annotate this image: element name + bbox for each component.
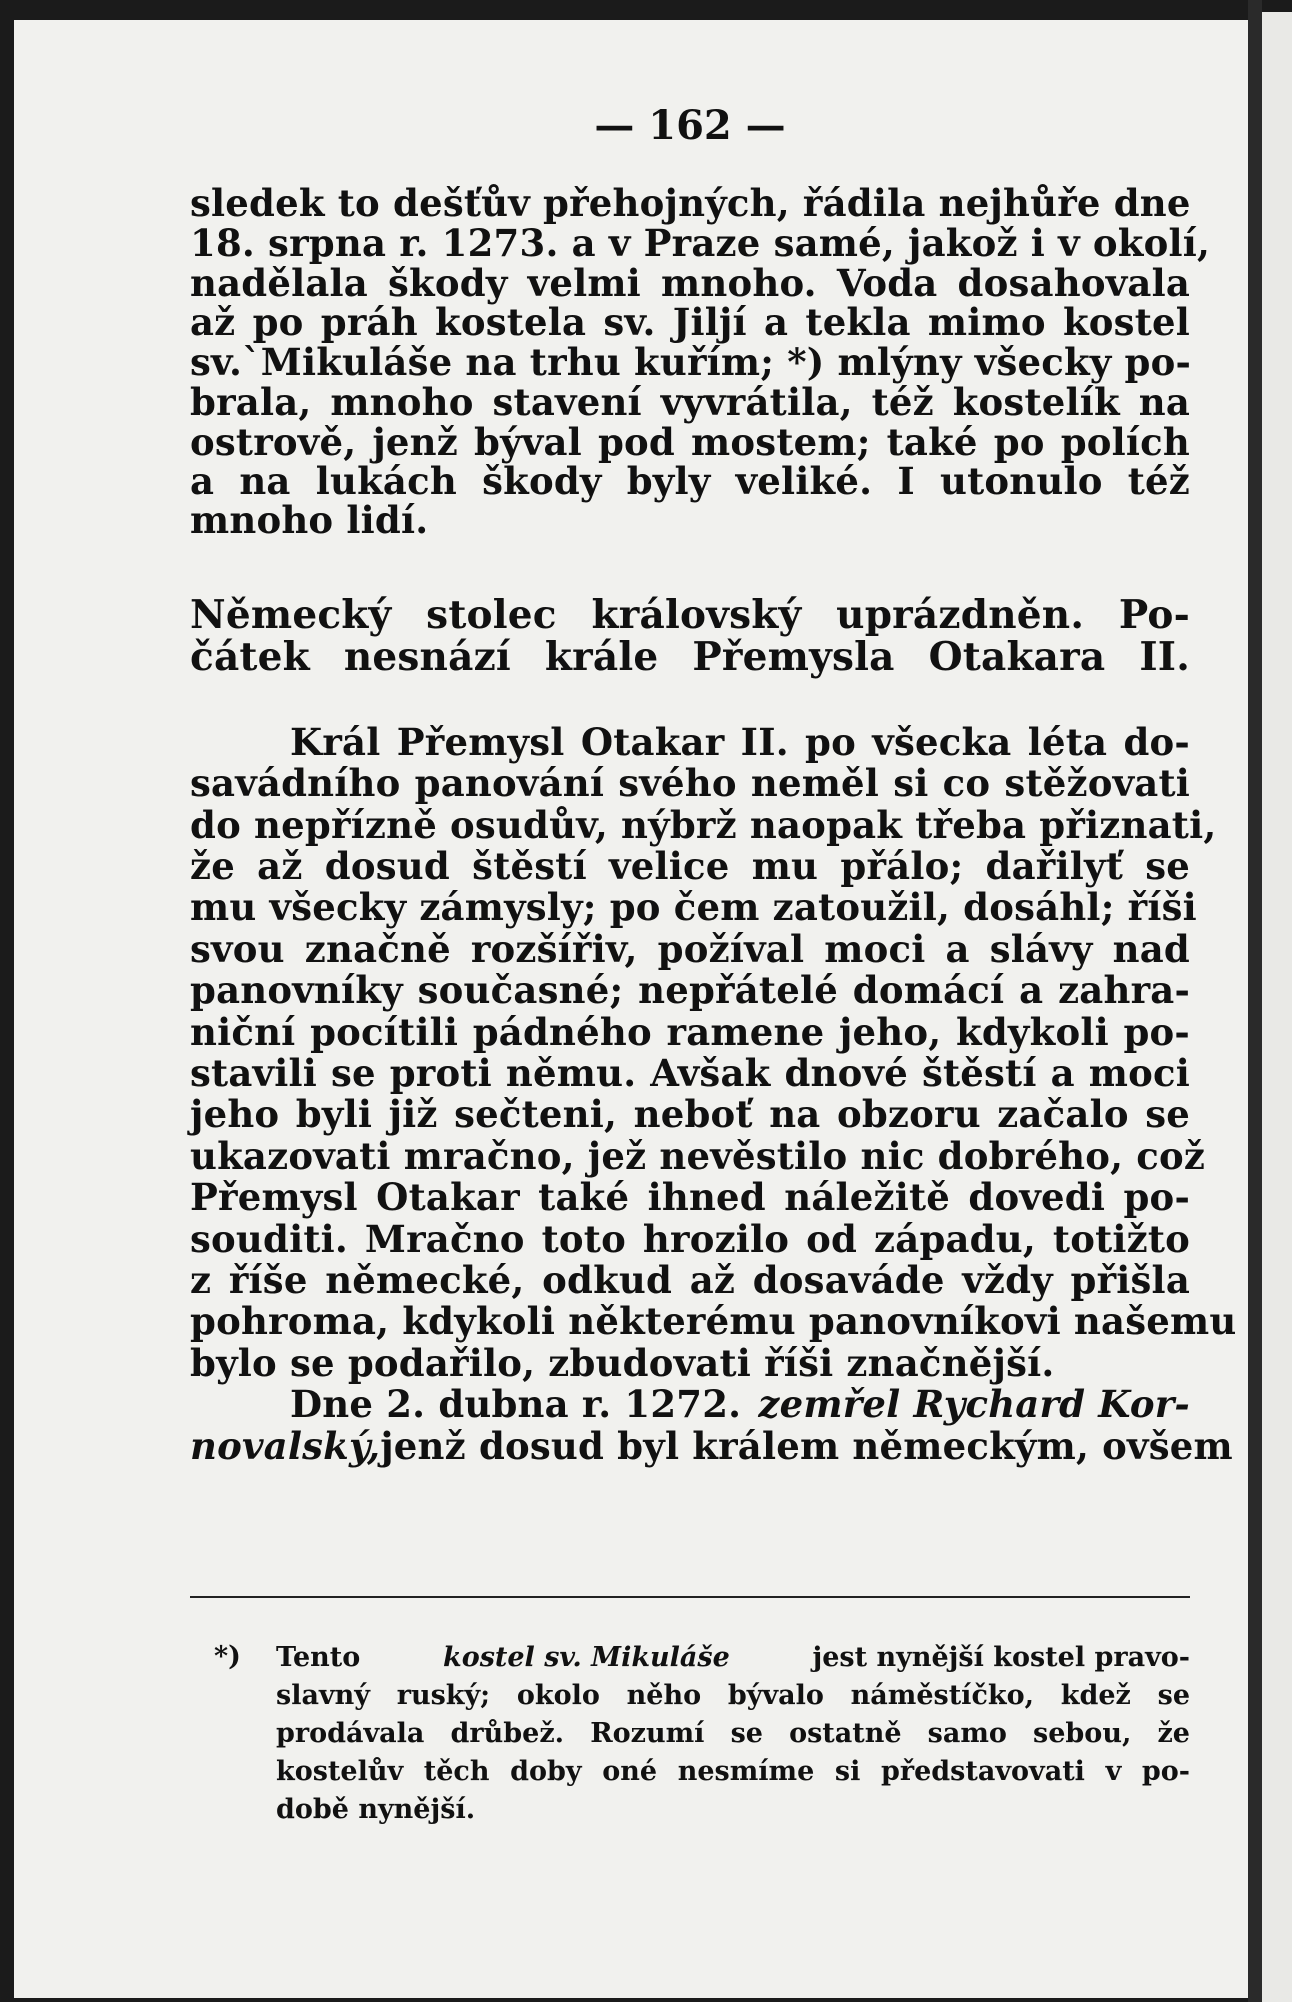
emphasis-text: novalský, xyxy=(190,1424,381,1468)
text-line: sv.`Mikuláše na trhu kuřím; *) mlýny všecky po- xyxy=(190,340,1192,384)
section-heading: Německý stolec královský uprázdněn. Po- xyxy=(190,592,1190,638)
emphasis-text: kostel sv. Mikuláše xyxy=(442,1642,730,1673)
footnote-line xyxy=(276,1641,1190,1675)
footnote-line: prodávala drůbež. Rozumí se ostatně samo sebou, že xyxy=(276,1718,1190,1749)
page-edge-shadow xyxy=(1248,0,1262,2002)
text-line: a na lukách škody byly veliké. I utonulo též xyxy=(190,459,1190,503)
text-line: niční pocítili pádného ramene jeho, kdykoli po- xyxy=(190,1010,1190,1054)
text-line: pohroma, kdykoli některému panovníkovi našemu xyxy=(190,1299,1237,1343)
text-line: bylo se podařilo, zbudovati říši značnější. xyxy=(190,1341,1055,1385)
text-line: brala, mnoho stavení vyvrátila, též kostelík na xyxy=(190,380,1190,424)
text-line: stavili se proti němu. Avšak dnové štěstí a moci xyxy=(190,1051,1190,1095)
page-number: — 162 — xyxy=(594,102,786,149)
book-page xyxy=(14,20,1248,1998)
text-line: ostrově, jenž býval pod mostem; také po polích xyxy=(190,420,1190,464)
text-line xyxy=(290,1381,1190,1427)
footnote-line: slavný ruský; okolo něho bývalo náměstíčko, kdež se xyxy=(276,1680,1190,1711)
text-run: jest nynější kostel pravo- xyxy=(812,1642,1190,1673)
footnote-line: době nynější. xyxy=(276,1794,476,1825)
text-line: jeho byli již sečteni, neboť na obzoru začalo se xyxy=(190,1092,1190,1136)
text-line: panovníky současné; nepřátelé domácí a zahra- xyxy=(190,968,1190,1012)
text-run: Tento xyxy=(276,1642,361,1673)
section-heading: čátek nesnází krále Přemysla Otakara II. xyxy=(190,634,1190,680)
adjacent-page-edge xyxy=(1262,12,1292,2002)
text-line: mu všecky zámysly; po čem zatoužil, dosáhl; říši xyxy=(190,885,1197,929)
text-line: ukazovati mračno, jež nevěstilo nic dobrého, což xyxy=(190,1134,1206,1178)
text-line: Král Přemysl Otakar II. po všecka léta do- xyxy=(290,720,1190,764)
text-line: že až dosud štěstí velice mu přálo; dařilyť se xyxy=(190,844,1190,888)
text-line: savádního panování svého neměl si co stěžovati xyxy=(190,761,1190,805)
text-line: až po práh kostela sv. Jiljí a tekla mimo kostel xyxy=(190,300,1190,344)
footnote-rule xyxy=(190,1596,1190,1598)
text-line: nadělala škody velmi mnoho. Voda dosahovala xyxy=(190,261,1190,305)
text-line: svou značně rozšířiv, požíval moci a slávy nad xyxy=(190,927,1190,971)
text-line: souditi. Mračno toto hrozilo od západu, totižto xyxy=(190,1217,1190,1261)
text-line: mnoho lidí. xyxy=(190,498,429,542)
text-line: 18. srpna r. 1273. a v Praze samé, jakož i v okolí, xyxy=(190,221,1211,265)
footnote-marker: *) xyxy=(214,1641,241,1672)
text-run: Dne 2. dubna r. 1272. xyxy=(290,1382,742,1426)
text-line: sledek to dešťův přehojných, řádila nejhůře dne xyxy=(190,181,1191,225)
text-line: Přemysl Otakar také ihned náležitě dovedi po- xyxy=(190,1175,1190,1219)
text-line: do nepřízně osudův, nýbrž naopak třeba přiznati, xyxy=(190,803,1217,847)
text-run: jenž dosud byl králem německým, ovšem xyxy=(380,1424,1233,1468)
text-line xyxy=(190,1423,1233,1469)
emphasis-text: zemřel Rychard Kor- xyxy=(758,1382,1190,1426)
text-line: z říše německé, odkud až dosaváde vždy přišla xyxy=(190,1258,1190,1302)
footnote-line: kostelův těch doby oné nesmíme si představovati v po- xyxy=(276,1756,1190,1787)
